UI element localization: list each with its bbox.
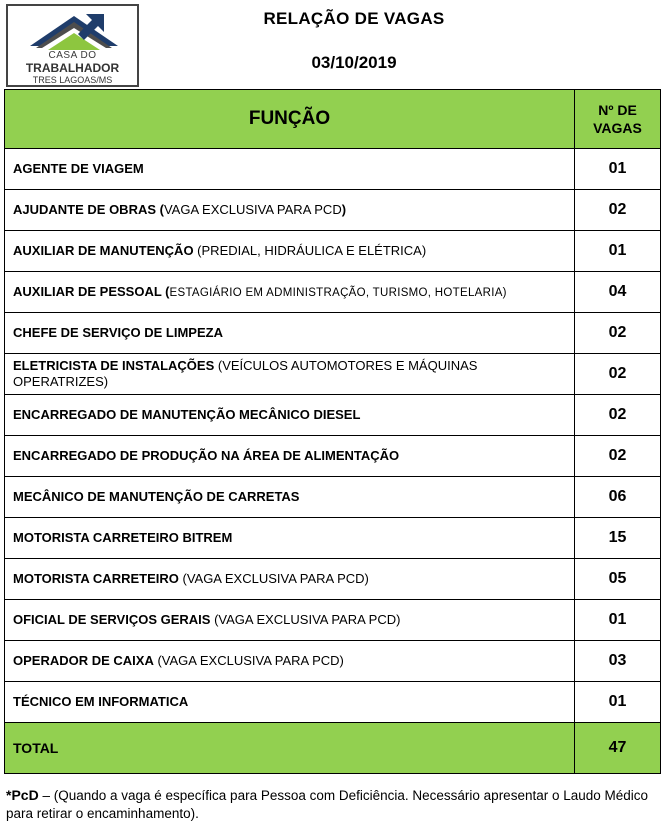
table-row [5,518,661,559]
column-header-quantity-line2: VAGAS [593,120,642,136]
casa-do-trabalhador-logo [6,4,139,87]
table-header-row [5,90,661,149]
function-name: MOTORISTA CARRETEIRO BITREM [13,530,233,545]
column-header-quantity-line1: Nº DE [598,102,637,118]
quantity-cell: 02 [575,436,661,477]
function-note: VAGA EXCLUSIVA PARA PCD [163,202,342,217]
function-cell [5,641,575,682]
function-name: TÉCNICO EM INFORMATICA [13,694,189,709]
quantity-cell: 02 [575,313,661,354]
logo-text-trabalhador: TRABALHADOR [25,61,120,75]
function-name: ENCARREGADO DE PRODUÇÃO NA ÁREA DE ALIMENTAÇÃO [13,448,400,463]
table-row [5,559,661,600]
footnote [6,786,666,823]
quantity-cell: 01 [575,682,661,723]
quantity-cell: 02 [575,190,661,231]
function-name: AUXILIAR DE MANUTENÇÃO [13,243,194,258]
function-name: OFICIAL DE SERVIÇOS GERAIS [13,612,211,627]
table-row [5,313,661,354]
footnote-term: *PcD [6,787,39,803]
function-name: ENCARREGADO DE MANUTENÇÃO MECÂNICO DIESEL [13,407,361,422]
table-row [5,272,661,313]
function-cell [5,682,575,723]
function-cell [5,313,575,354]
logo-text-casa-do: CASA DO [48,50,97,61]
table-row [5,477,661,518]
function-cell [5,149,575,190]
function-note: (VEÍCULOS AUTOMOTORES E MÁQUINAS OPERATRIZES) [13,358,478,389]
function-cell [5,395,575,436]
table-row [5,682,661,723]
quantity-cell: 01 [575,231,661,272]
total-value: 47 [575,723,661,774]
quantity-cell: 03 [575,641,661,682]
function-name: CHEFE DE SERVIÇO DE LIMPEZA [13,325,223,340]
function-note: (VAGA EXCLUSIVA PARA PCD) [153,653,344,668]
quantity-cell: 06 [575,477,661,518]
table-row [5,600,661,641]
function-cell [5,354,575,395]
quantity-cell: 02 [575,395,661,436]
function-name: MECÂNICO DE MANUTENÇÃO DE CARRETAS [13,489,300,504]
function-name: AJUDANTE DE OBRAS ( [13,202,164,217]
quantity-cell: 04 [575,272,661,313]
table-row [5,149,661,190]
function-cell [5,190,575,231]
table-row [5,436,661,477]
function-name: AGENTE DE VIAGEM [13,161,144,176]
table-row [5,641,661,682]
function-note: (VAGA EXCLUSIVA PARA PCD) [210,612,401,627]
document-header [4,3,661,89]
function-name: AUXILIAR DE PESSOAL ( [13,283,170,299]
vacancies-table [4,89,661,774]
total-label: TOTAL [5,723,575,774]
function-name: ELETRICISTA DE INSTALAÇÕES [13,358,215,373]
function-cell [5,231,575,272]
function-cell [5,272,575,313]
quantity-cell: 02 [575,354,661,395]
table-row [5,231,661,272]
function-note-suffix: ) [341,202,347,217]
table-row [5,354,661,395]
function-cell [5,477,575,518]
logo-text-city: TRES LAGOAS/MS [32,75,113,85]
quantity-cell: 01 [575,149,661,190]
function-name: MOTORISTA CARRETEIRO [13,571,179,586]
total-row [5,723,661,774]
function-cell [5,600,575,641]
document-date: 03/10/2019 [311,53,397,72]
quantity-cell: 15 [575,518,661,559]
function-name: OPERADOR DE CAIXA [13,653,154,668]
column-header-function: FUNÇÃO [5,90,575,149]
function-cell [5,559,575,600]
quantity-cell: 01 [575,600,661,641]
function-note: (PREDIAL, HIDRÁULICA E ELÉTRICA) [193,243,427,258]
footnote-text: – (Quando a vaga é específica para Pessoa com Deficiência. Necessário apresentar o Laudo Médico para retirar o encaminhamento). [6,788,649,821]
function-cell [5,436,575,477]
quantity-cell: 05 [575,559,661,600]
function-cell [5,518,575,559]
table-row [5,395,661,436]
function-note: ESTAGIÁRIO EM ADMINISTRAÇÃO, TURISMO, HOTELARIA) [169,286,507,299]
table-row [5,190,661,231]
document-title: RELAÇÃO DE VAGAS [263,9,445,28]
function-note: (VAGA EXCLUSIVA PARA PCD) [178,571,369,586]
column-header-quantity [575,90,661,149]
